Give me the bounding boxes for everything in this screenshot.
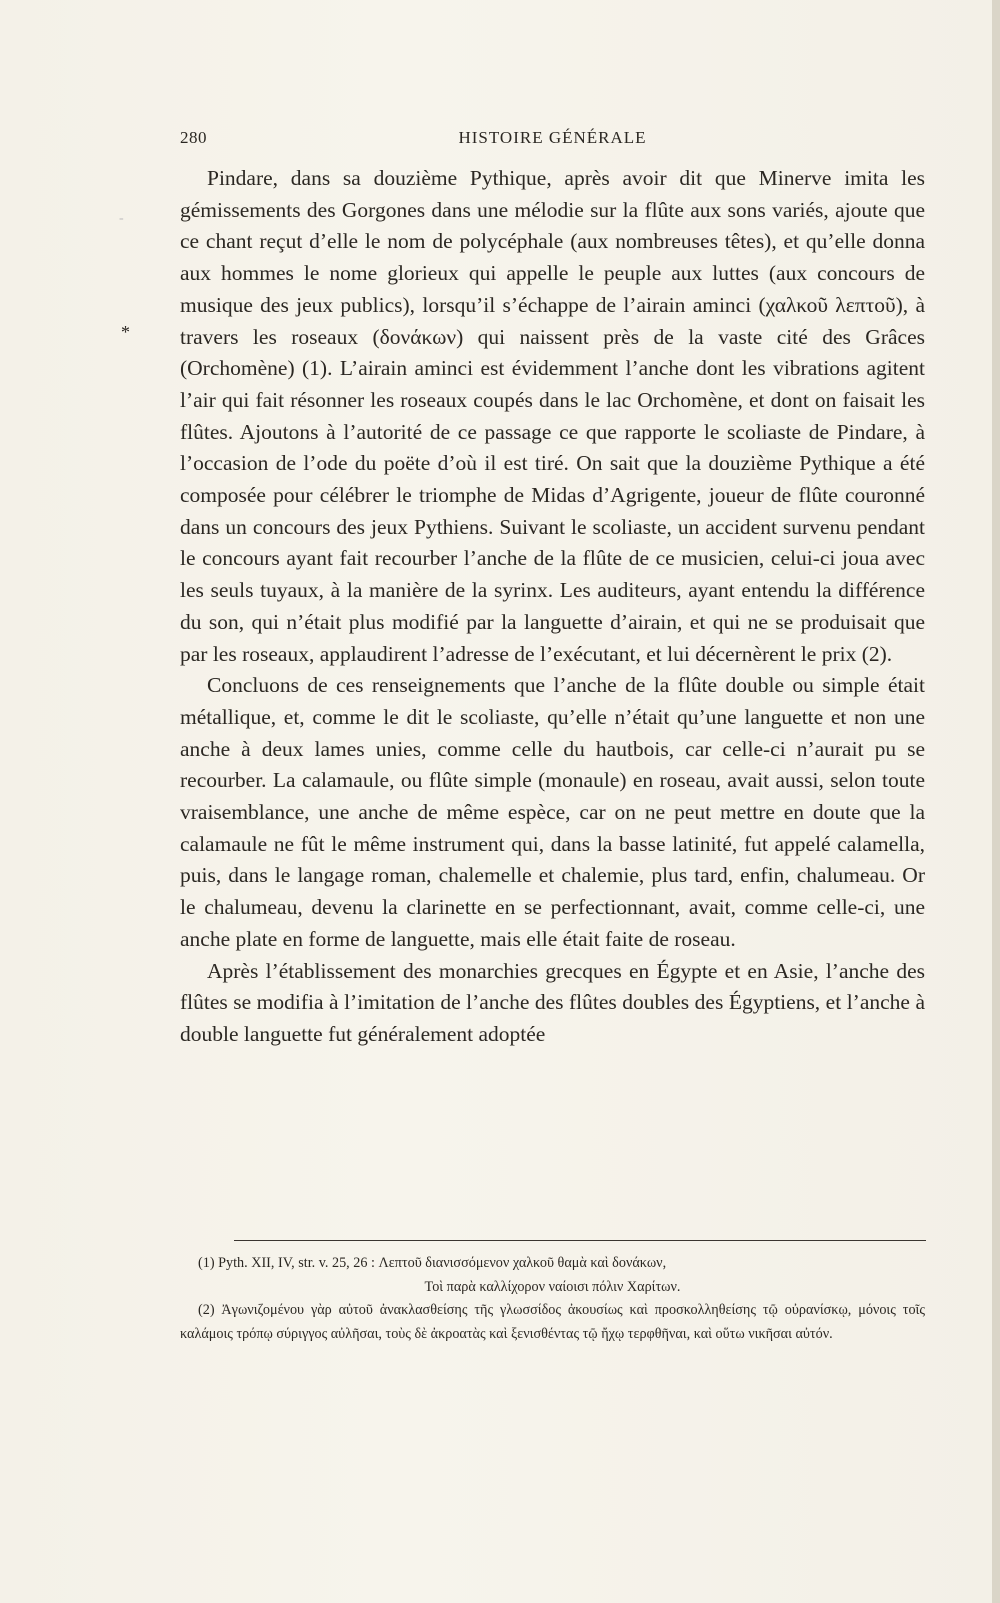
footnote-1-verse: Τοὶ παρὰ καλλίχορον ναίοισι πόλιν Χαρίτων.	[424, 1278, 681, 1295]
running-title: HISTOIRE GÉNÉRALE	[458, 128, 647, 147]
margin-mark: *	[121, 322, 130, 342]
footnotes	[180, 1252, 925, 1346]
footnote-divider	[234, 1240, 926, 1241]
paragraph: Concluons de ces renseignements que l’anche de la flûte double ou simple était métallique, et, comme le dit le scoliaste, qu’elle n’était qu’une languette et non une anche à deux lames unies, comme celle du hautbois, car celle-ci n’aurait pu se recourber. La calamaule, ou flûte simple (monaule) en roseau, avait aussi, selon toute vraisemblance, une anche de même espèce, car on ne peut mettre en doute que la calamaule ne fût le même instrument qui, dans la basse latinité, fut appelé calamella, puis, dans le langage roman, chalemelle et chalemie, plus tard, enfin, chalumeau. Or le chalumeau, devenu la clarinette en se perfectionnant, avait, comme celle-ci, une anche plate en forme de languette, mais elle était faite de roseau.	[180, 673, 925, 951]
body-text	[180, 163, 925, 1051]
page-header	[180, 128, 925, 156]
margin-mark: -	[119, 211, 124, 226]
footnote-1: (1) Pyth. XII, IV, str. v. 25, 26 : Λεπτοῦ διανισσόμενον χαλκοῦ θαμὰ καὶ δονάκων,	[198, 1255, 667, 1271]
paragraph: Pindare, dans sa douzième Pythique, après avoir dit que Minerve imita les gémissements des Gorgones dans une mélodie sur la flûte aux sons variés, ajoute que ce chant reçut d’elle le nom de polycéphale (aux nombreuses têtes), et qu’elle donna aux hommes le nome glorieux qui appelle le peuple aux luttes (aux concours de musique des jeux publics), lorsqu’il s’échappe de l’airain aminci (χαλκοῦ λεπτοῦ), à travers les roseaux (δονάκων) qui naissent près de la vaste cité des Grâces (Orchomène) (1). L’airain aminci est évidemment l’anche dont les vibrations agitent l’air qui fait résonner les roseaux coupés dans le lac Orchomène, et dont on faisait les flûtes. Ajoutons à l’autorité de ce passage ce que rapporte le scoliaste de Pindare, à l’occasion de l’ode du poëte d’où il est tiré. On sait que la douzième Pythique a été composée pour célébrer le triomphe de Midas d’Agrigente, joueur de flûte couronné dans un concours des jeux Pythiens. Suivant le scoliaste, un accident survenu pendant le concours ayant fait recourber l’anche de la flûte de ce musicien, celui-ci joua avec les seuls tuyaux, à la manière de la syrinx. Les auditeurs, ayant entendu la différence du son, qui n’était plus modifié par la languette d’airain, et qui ne se produisait que par les roseaux, applaudirent l’adresse de l’exécutant, et lui décernèrent le prix (2).	[180, 166, 925, 666]
page-number: 280	[180, 128, 207, 147]
page-fold-shadow	[992, 0, 1000, 1603]
paragraph: Après l’établissement des monarchies grecques en Égypte et en Asie, l’anche des flûtes se modifia à l’imitation de l’anche des flûtes doubles des Égyptiens, et l’anche à double languette fut généralement adoptée	[180, 958, 925, 1046]
footnote-2: (2) Ἀγωνιζομένου γὰρ αὐτοῦ ἀνακλασθείσης τῆς γλωσσίδος ἀκουσίως καὶ προσκολληθείσης τῷ οὐρανίσκῳ, μόνοις τοῖς καλάμοις τρόπῳ σύριγγος αὐλῆσαι, τοὺς δὲ ἀκροατὰς καὶ ξενισθέντας τῷ ἤχῳ τερφθῆναι, καὶ οὕτω νικῆσαι αὐτόν.	[180, 1302, 925, 1342]
